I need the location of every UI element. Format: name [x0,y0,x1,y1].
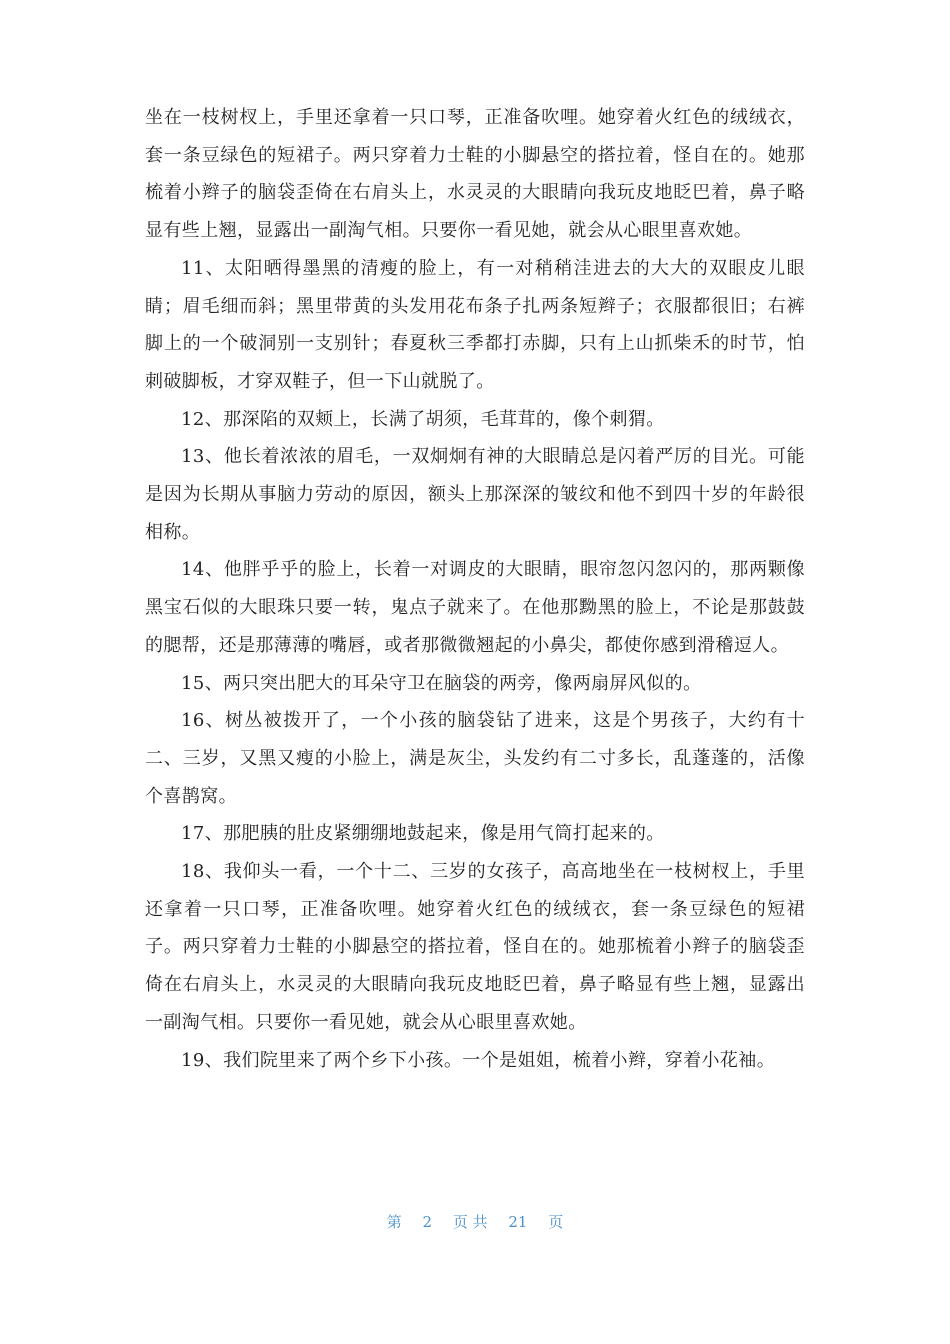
paragraph-13: 13、他长着浓浓的眉毛，一双炯炯有神的大眼睛总是闪着严厉的目光。可能是因为长期从事脑力劳动的原因，额头上那深深的皱纹和他不到四十岁的年龄很相称。 [145,446,805,543]
paragraph-16: 16、树丛被拨开了，一个小孩的脑袋钻了进来，这是个男孩子，大约有十二、三岁，又黑又瘦的小脸上，满是灰尘，头发约有二寸多长，乱蓬蓬的，活像个喜鹊窝。 [145,710,805,807]
paragraph-11: 11、太阳晒得墨黑的清瘦的脸上，有一对稍稍洼进去的大大的双眼皮儿眼睛；眉毛细而斜；黑里带黄的头发用花布条子扎两条短辫子；衣服都很旧；右裤脚上的一个破洞别一支别针；春夏秋三季都打赤脚，只有上山抓柴禾的时节，怕刺破脚板，才穿双鞋子，但一下山就脱了。 [145,257,805,392]
paragraph-18: 18、我仰头一看，一个十二、三岁的女孩子，高高地坐在一枝树杈上，手里还拿着一只口琴，正准备吹哩。她穿着火红色的绒绒衣，套一条豆绿色的短裙子。两只穿着力士鞋的小脚悬空的搭拉着，怪自在的。她那梳着小辫子的脑袋歪倚在右肩头上，水灵灵的大眼睛向我玩皮地眨巴着，鼻子略显有些上翘，显露出一副淘气相。只要你一看见她，就会从心眼里喜欢她。 [145,861,805,1033]
paragraph-12: 12、那深陷的双颊上，长满了胡须，毛茸茸的，像个刺猬。 [181,408,665,430]
paragraph-continued: 坐在一枝树杈上，手里还拿着一只口琴，正准备吹哩。她穿着火红色的绒绒衣，套一条豆绿色的短裙子。两只穿着力士鞋的小脚悬空的搭拉着，怪自在的。她那梳着小辫子的脑袋歪倚在右肩头上，水灵灵的大眼睛向我玩皮地眨巴着，鼻子略显有些上翘，显露出一副淘气相。只要你一看见她，就会从心眼里喜欢她。 [145,107,805,242]
footer-current-page: 2 [422,1213,433,1231]
footer-middle: 页 共 [452,1213,488,1231]
footer-prefix: 第 [386,1213,402,1231]
paragraph-17: 17、那肥胰的肚皮紧绷绷地鼓起来，像是用气筒打起来的。 [181,823,665,845]
page-footer [0,1211,950,1232]
paragraph-15: 15、两只突出肥大的耳朵守卫在脑袋的两旁，像两扇屏风似的。 [181,672,702,694]
document-body [145,99,805,1079]
paragraph-14: 14、他胖乎乎的脸上，长着一对调皮的大眼睛，眼帘忽闪忽闪的，那两颗像黑宝石似的大眼珠只要一转，鬼点子就来了。在他那黝黑的脸上，不论是那鼓鼓的腮帮，还是那薄薄的嘴唇，或者那微微翘起的小鼻尖，都使你感到滑稽逗人。 [145,559,805,656]
paragraph-19: 19、我们院里来了两个乡下小孩。一个是姐姐，梳着小辫，穿着小花袖。 [181,1049,776,1071]
footer-suffix: 页 [548,1213,564,1231]
footer-total-pages: 21 [508,1213,528,1231]
